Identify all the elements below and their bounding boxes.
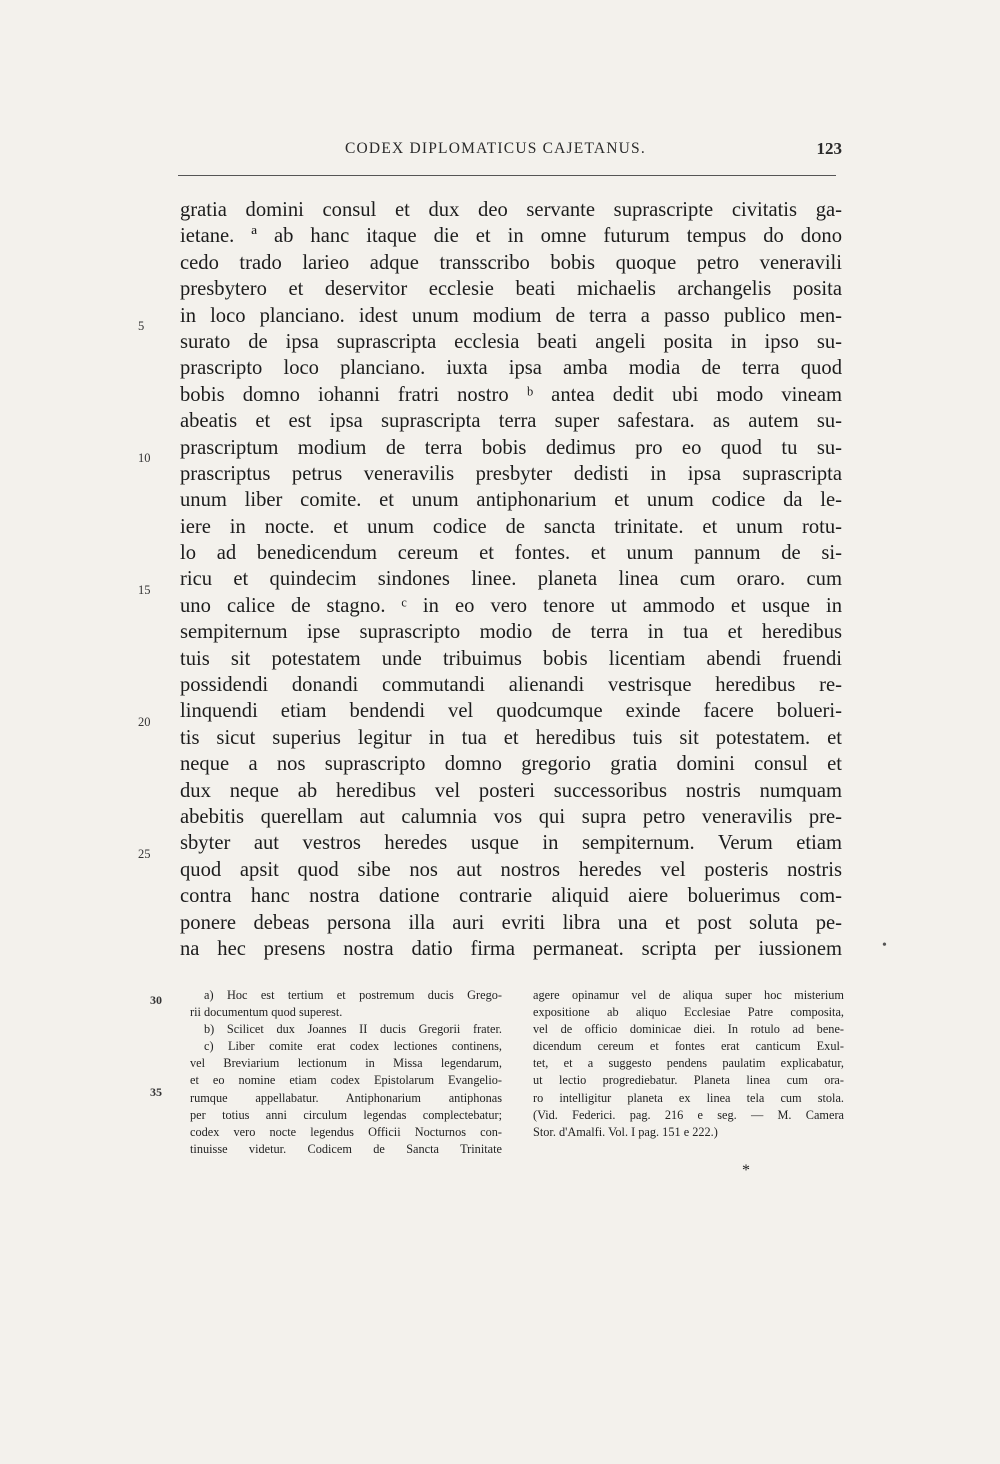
text-line: ponere debeas persona illa auri evriti libra una et post soluta pe-	[180, 911, 842, 934]
end-mark: *	[742, 1162, 750, 1179]
main-text	[180, 197, 842, 962]
footnotes-right-column	[533, 987, 844, 1141]
text-line: bobis domno iohanni fratri nostro ᵇ antea dedit ubi modo vineam	[180, 383, 842, 406]
footnote-line: vel Breviarium lectionum in Missa legendarum,	[190, 1056, 502, 1071]
text-line: dux neque ab heredibus vel posteri successoribus nostris numquam	[180, 779, 842, 802]
text-line: surato de ipsa suprascripta ecclesia beati angeli posita in ipso su-	[180, 330, 842, 353]
footnote-line: (Vid. Federici. pag. 216 e seg. — M. Camera	[533, 1107, 844, 1122]
text-line: gratia domini consul et dux deo servante suprascripte civitatis ga-	[180, 199, 842, 221]
footnote-line: dicendum cereum et fontes erat canticum Exul-	[533, 1039, 844, 1054]
text-line: prascriptum modium de terra bobis dedimus pro eo quod tu su-	[180, 436, 842, 459]
footnote-line: tet, et a suggesto pendens paulatim explicabatur,	[533, 1056, 844, 1071]
header-rule	[178, 175, 836, 176]
text-line: ricu et quindecim sindones linee. planeta linea cum oraro. cum	[180, 568, 842, 591]
footnote-line: Stor. d'Amalfi. Vol. I pag. 151 e 222.)	[533, 1124, 718, 1139]
text-line: linquendi etiam bendendi vel quodcumque exinde facere bolueri-	[180, 700, 842, 723]
text-line: in loco planciano. idest unum modium de terra a passo publico men-	[180, 304, 842, 327]
text-line: iere in nocte. et unum codice de sancta trinitate. et unum rotu-	[180, 515, 842, 538]
line-number: 5	[138, 319, 145, 333]
footnote-line: agere opinamur vel de aliqua super hoc misterium	[533, 988, 844, 1002]
footnote-line: codex vero nocte legendus Officii Nocturnos con-	[190, 1124, 502, 1139]
text-line: prascripto loco planciano. iuxta ipsa amba modia de terra quod	[180, 357, 842, 380]
running-header	[180, 140, 842, 166]
footnote-line: b) Scilicet dux Joannes II ducis Gregorii frater.	[204, 1022, 502, 1037]
footnote-line: tinuisse videtur. Codicem de Sancta Trinitate	[190, 1141, 502, 1156]
line-number: 30	[150, 993, 162, 1007]
line-number: 20	[138, 715, 151, 729]
line-number: 25	[138, 847, 151, 861]
text-line: na hec presens nostra datio firma permaneat. scripta per iussionem	[180, 937, 842, 960]
line-number: 15	[138, 583, 151, 597]
text-line: possidendi donandi commutandi alienandi vestrisque heredibus re-	[180, 674, 842, 697]
footnote-line: rii documentum quod superest.	[190, 1005, 343, 1020]
text-line: quod apsit quod sibe nos aut nostros heredes vel posteris nostris	[180, 858, 842, 881]
text-line: prascriptus petrus veneravilis presbyter dedisti in ipsa suprascripta	[180, 462, 842, 485]
footnote-line: rumque appellabatur. Antiphonarium antiphonas	[190, 1090, 502, 1105]
text-line: cedo trado larieo adque transscribo bobis quoque petro veneravili	[180, 251, 842, 274]
page-number: 123	[816, 139, 842, 158]
footnote-line: ro intelligitur planeta ex linea tela cum stola.	[533, 1090, 844, 1105]
footnotes-left-column	[190, 987, 502, 1158]
line-number: 35	[150, 1085, 162, 1099]
text-line: abeatis et est ipsa suprascripta terra super safestara. as autem su-	[180, 410, 842, 433]
text-line: tis sicut superius legitur in tua et heredibus tuis sit potestatem. et	[180, 726, 842, 749]
footnote-line: c) Liber comite erat codex lectiones continens,	[204, 1039, 502, 1054]
text-line: contra hanc nostra datione contrarie aliquid aiere boluerimus com-	[180, 885, 842, 908]
text-line: abebitis querellam aut calumnia vos qui supra petro veneravilis pre-	[180, 805, 842, 828]
margin-mark: •	[882, 938, 887, 953]
text-line: neque a nos suprascripto domno gregorio gratia domini consul et	[180, 753, 842, 776]
running-title: CODEX DIPLOMATICUS CAJETANUS.	[345, 140, 646, 157]
text-line: unum liber comite. et unum antiphonarium et unum codice da le-	[180, 489, 842, 512]
text-line: presbytero et deservitor ecclesie beati michaelis archangelis posita	[180, 278, 842, 301]
text-line: sbyter aut vestros heredes usque in sempiternum. Verum etiam	[180, 832, 842, 855]
footnote-line: a) Hoc est tertium et postremum ducis Grego-	[204, 988, 502, 1002]
text-line: sempiternum ipse suprascripto modio de terra in tua et heredibus	[180, 621, 842, 644]
footnote-line: expositione ab aliquo Ecclesiae Patre composita,	[533, 1005, 844, 1020]
footnote-line: vel de officio dominicae diei. In rotulo ad bene-	[533, 1022, 844, 1037]
text-line: tuis sit potestatem unde tribuimus bobis licentiam abendi fruendi	[180, 647, 842, 670]
text-line: ietane. ª ab hanc itaque die et in omne futurum tempus do dono	[180, 225, 842, 248]
text-line: lo ad benedicendum cereum et fontes. et unum pannum de si-	[180, 542, 842, 565]
line-number: 10	[138, 451, 151, 465]
footnote-line: ut lectio progrediebatur. Planeta linea cum ora-	[533, 1073, 844, 1088]
text-line: uno calice de stagno. ᶜ in eo vero tenore ut ammodo et usque in	[180, 594, 842, 617]
footnote-line: per totius anni circulum legendas complectebatur;	[190, 1107, 502, 1122]
footnote-line: et eo nomine etiam codex Epistolarum Evangelio-	[190, 1073, 502, 1088]
